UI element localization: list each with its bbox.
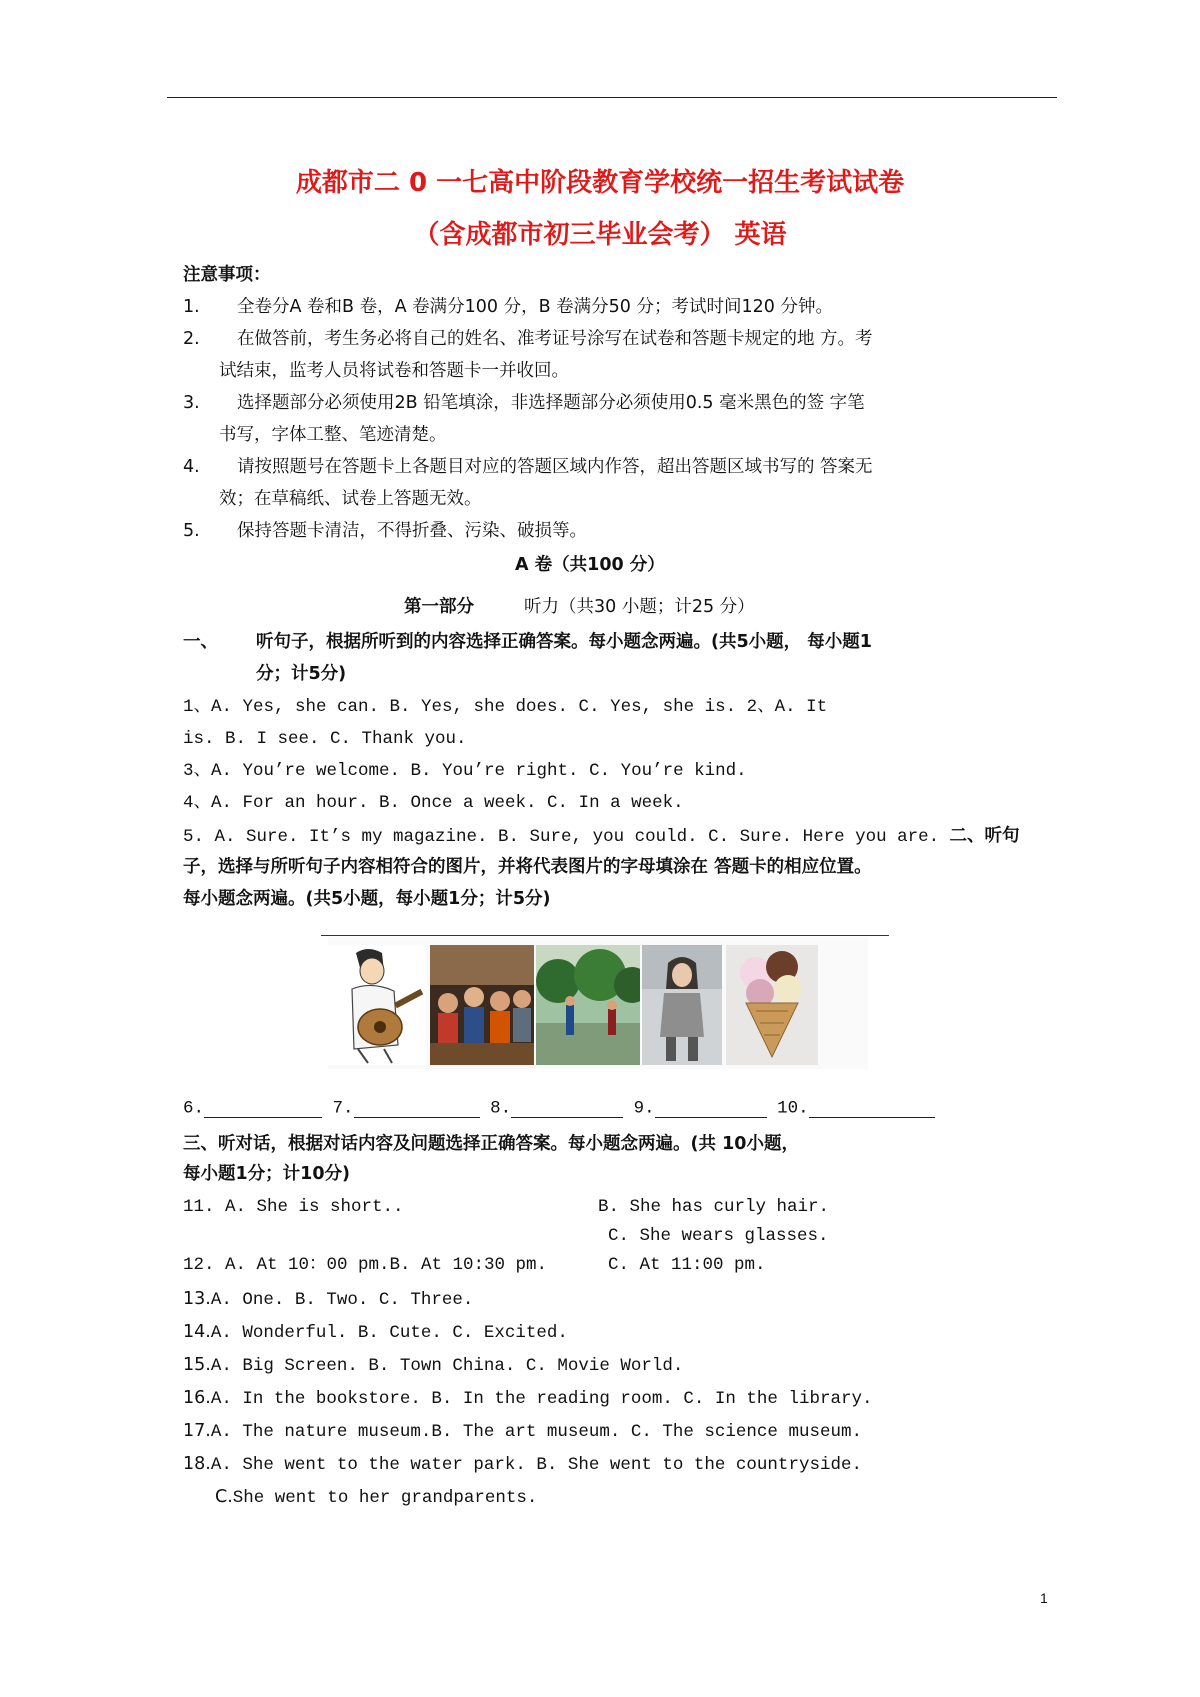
- picture-park-people: [536, 945, 640, 1065]
- question-options: A. The nature museum.B. The art museum. C. The science museum.: [210, 1422, 862, 1442]
- blank-label-10: 10.: [777, 1098, 809, 1119]
- q12-options-ab: 12. A. At 10：00 pm.B. At 10:30 pm.: [183, 1255, 548, 1275]
- section2-instructions: 子，选择与所听句子内容相符合的图片，并将代表图片的字母填涂在 答题卡的相应位置。: [183, 857, 872, 877]
- option-text: She went to her grandparents.: [232, 1488, 538, 1508]
- q11-option-c: C. She wears glasses.: [608, 1226, 829, 1246]
- question-options-line: 3、A. You’re welcome. B. You’re right. C. You’re kind.: [183, 761, 747, 781]
- answer-blank-7[interactable]: [354, 1099, 480, 1118]
- question-options: A. One. B. Two. C. Three.: [210, 1290, 474, 1310]
- notice-item-num: 2.: [183, 329, 200, 349]
- notice-item-text: 全卷分A 卷和B 卷，A 卷满分100 分，B 卷满分50 分；考试时间120 分钟。: [237, 297, 833, 317]
- section1-instructions-cont: 分；计5分): [256, 664, 347, 684]
- exam-title-line2: （含成都市初三毕业会考） 英语: [413, 220, 787, 250]
- blank-label-6: 6.: [183, 1098, 205, 1119]
- section-a-heading: A 卷（共100 分）: [515, 555, 665, 575]
- q11-option-a: 11. A. She is short..: [183, 1197, 404, 1217]
- page-number: 1: [1040, 1590, 1048, 1606]
- q12-option-c: C. At 11:00 pm.: [608, 1255, 766, 1275]
- notice-heading: 注意事项：: [183, 265, 271, 285]
- answer-blank-8[interactable]: [511, 1099, 623, 1118]
- picture-ice-cream: [726, 945, 818, 1065]
- question-options: A. She went to the water park. B. She went to the countryside.: [210, 1455, 862, 1475]
- notice-item-text: 在做答前，考生务必将自己的姓名、准考证号涂写在试卷和答题卡规定的地 方。考: [237, 329, 873, 349]
- notice-item-text: 保持答题卡清洁，不得折叠、污染、破损等。: [237, 521, 587, 541]
- question-options: A. In the bookstore. B. In the reading room. C. In the library.: [210, 1389, 873, 1409]
- question-line: [183, 1455, 862, 1475]
- part1-label: 第一部分: [404, 597, 474, 617]
- answer-blank-6[interactable]: [204, 1099, 322, 1118]
- picture-strip: [328, 937, 868, 1069]
- q11-option-b: B. She has curly hair.: [598, 1197, 830, 1217]
- notice-item-text-cont: 书写，字体工整、笔迹清楚。: [219, 425, 447, 445]
- answer-blank-10[interactable]: [809, 1099, 935, 1118]
- q18-option-c: [215, 1488, 537, 1508]
- section2-instructions-cont: 每小题念两遍。(共5小题，每小题1分；计5分): [183, 889, 551, 909]
- notice-item-text-cont: 试结束，监考人员将试卷和答题卡一并收回。: [219, 361, 569, 381]
- q5-options: 5. A. Sure. It’s my magazine. B. Sure, you could. C. Sure. Here you are.: [183, 827, 940, 847]
- question-number: 15.: [183, 1355, 211, 1375]
- exam-title-line1: 成都市二 0 一七高中阶段教育学校统一招生考试试卷: [295, 168, 905, 198]
- picture-guitar-boy: [328, 945, 426, 1065]
- notice-item-text: 请按照题号在答题卡上各题目对应的答题区域内作答，超出答题区域书写的 答案无: [237, 457, 873, 477]
- notice-item-num: 3.: [183, 393, 200, 413]
- notice-item-num: 4.: [183, 457, 200, 477]
- question-line: [183, 1389, 872, 1409]
- question-options-line: 4、A. For an hour. B. Once a week. C. In a week.: [183, 793, 684, 813]
- section3-instructions-cont: 每小题1分；计10分): [183, 1164, 351, 1184]
- notice-item-text: 选择题部分必须使用2B 铅笔填涂，非选择题部分必须使用0.5 毫米黑色的签 字笔: [237, 393, 865, 413]
- q5-and-section2-line: [183, 827, 1020, 847]
- question-options: A. Big Screen. B. Town China. C. Movie World.: [210, 1356, 684, 1376]
- question-number: 18.: [183, 1454, 211, 1474]
- question-number: 14.: [183, 1322, 211, 1342]
- question-options-line: is. B. I see. C. Thank you.: [183, 729, 467, 749]
- part1-desc: 听力（共30 小题；计25 分）: [524, 597, 755, 617]
- question-options: A. Wonderful. B. Cute. C. Excited.: [210, 1323, 568, 1343]
- section1-instructions: 听句子，根据所听到的内容选择正确答案。每小题念两遍。(共5小题， 每小题1: [256, 632, 872, 652]
- question-line: [183, 1422, 862, 1442]
- notice-item-num: 1.: [183, 297, 200, 317]
- option-letter: C.: [215, 1487, 233, 1507]
- question-number: 16.: [183, 1388, 211, 1408]
- header-rule: [167, 97, 1057, 98]
- section3-instructions: 三、听对话，根据对话内容及问题选择正确答案。每小题念两遍。(共 10小题，: [183, 1134, 799, 1154]
- question-options-line: 1、A. Yes, she can. B. Yes, she does. C. Yes, she is. 2、A. It: [183, 697, 828, 717]
- picture-street-girl: [642, 945, 722, 1065]
- picture-classroom: [430, 945, 534, 1065]
- question-number: 17.: [183, 1421, 211, 1441]
- answer-blank-9[interactable]: [655, 1099, 767, 1118]
- question-number: 13.: [183, 1289, 211, 1309]
- blank-label-8: 8.: [490, 1098, 512, 1119]
- picture-rule: [321, 935, 889, 936]
- notice-item-num: 5.: [183, 521, 200, 541]
- section2-lead: 二、听句: [949, 826, 1020, 846]
- picture-answer-blanks: [183, 1099, 935, 1118]
- question-line: [183, 1290, 473, 1310]
- blank-label-9: 9.: [633, 1098, 655, 1119]
- notice-item-text-cont: 效；在草稿纸、试卷上答题无效。: [219, 489, 482, 509]
- question-line: [183, 1356, 683, 1376]
- section1-num: 一、: [183, 632, 218, 652]
- blank-label-7: 7.: [332, 1098, 354, 1119]
- question-line: [183, 1323, 568, 1343]
